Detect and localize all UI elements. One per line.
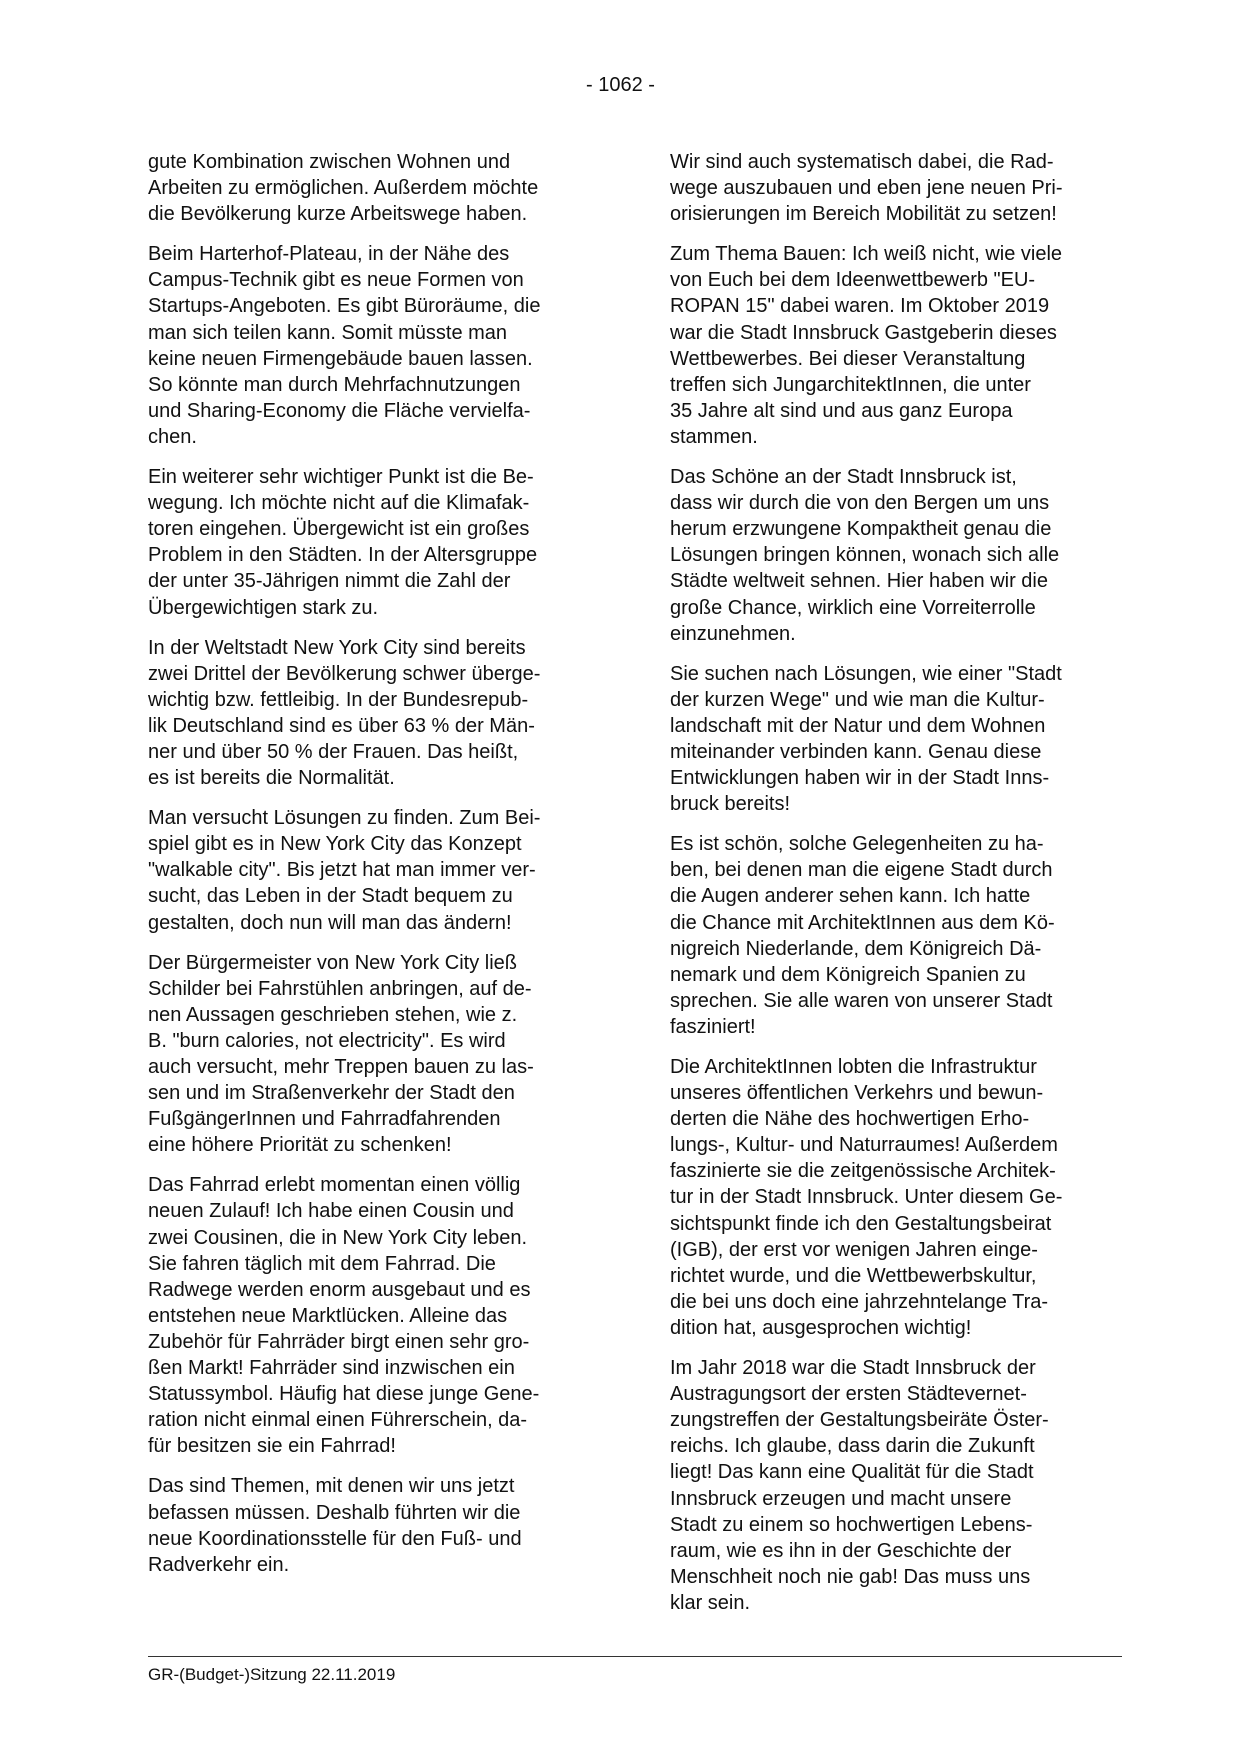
paragraph: In der Weltstadt New York City sind bereits zwei Drittel der Bevölkerung schwer überge- wichtig bzw. fettleibig. In der Bundesrepub- lik Deutschland sind es über 63 % der Män- ner und über 50 % der Frauen. Das heißt, es ist bereits die Normalität. <box>148 636 541 790</box>
paragraph: gute Kombination zwischen Wohnen und Arbeiten zu ermöglichen. Außerdem möchte die Bevölkerung kurze Arbeitswege haben. <box>148 151 539 226</box>
paragraph: Man versucht Lösungen zu finden. Zum Bei- spiel gibt es in New York City das Konzept "walkable city". Bis jetzt hat man immer ver- sucht, das Leben in der Stadt bequem zu gestalten, doch nun will man das ändern! <box>148 807 541 934</box>
paragraph: Im Jahr 2018 war die Stadt Innsbruck der Austragungsort der ersten Städtevernet- zungstreffen der Gestaltungsbeiräte Öster- reichs. Ich glaube, dass darin die Zukunft liegt! Das kann eine Qualität für die Stadt Innsbruck erzeugen und macht unsere Stadt zu einem so hochwertigen Lebens- raum, wie es ihn in der Geschichte der Menschheit noch nie gab! Das muss uns klar sein. <box>670 1357 1049 1614</box>
page-number: - 1062 - <box>586 74 655 96</box>
paragraph: Der Bürgermeister von New York City ließ Schilder bei Fahrstühlen anbringen, auf de- nen Aussagen geschrieben stehen, wie z. B. "burn calories, not electricity". Es wird auch versucht, mehr Treppen bauen zu las- sen und im Straßenverkehr der Stadt den FußgängerInnen und Fahrradfahrenden eine höhere Priorität zu schenken! <box>148 951 534 1157</box>
paragraph: Das sind Themen, mit denen wir uns jetzt befassen müssen. Deshalb führten wir die neue Koordinationsstelle für den Fuß- und Radverkehr ein. <box>148 1475 522 1576</box>
paragraph: Beim Harterhof-Plateau, in der Nähe des Campus-Technik gibt es neue Formen von Startups-Angeboten. Es gibt Büroräume, die man sich teilen kann. Somit müsste man keine neuen Firmengebäude bauen lassen. So könnte man durch Mehrfachnutzungen und Sharing-Economy die Fläche vervielfa- chen. <box>148 243 541 448</box>
left-column <box>148 149 598 1592</box>
paragraph: Wir sind auch systematisch dabei, die Rad- wege auszubauen und eben jene neuen Pri- orisierungen im Bereich Mobilität zu setzen! <box>670 151 1063 226</box>
right-column <box>670 149 1120 1630</box>
paragraph: Das Schöne an der Stadt Innsbruck ist, dass wir durch die von den Bergen um uns herum erzwungene Kompaktheit genau die Lösungen bringen können, wonach sich alle Städte weltweit sehnen. Hier haben wir die große Chance, wirklich eine Vorreiterrolle einzunehmen. <box>670 466 1060 645</box>
paragraph: Es ist schön, solche Gelegenheiten zu ha- ben, bei denen man die eigene Stadt durch die Augen anderer sehen kann. Ich hatte die Chance mit ArchitektInnen aus dem Kö- nigreich Niederlande, dem Königreich Dä- nemark und dem Königreich Spanien zu sprechen. Sie alle waren von unserer Stadt fasziniert! <box>670 833 1055 1038</box>
paragraph: Die ArchitektInnen lobten die Infrastruktur unseres öffentlichen Verkehrs und bewun- derten die Nähe des hochwertigen Erho- lungs-, Kultur- und Naturraumes! Außerdem faszinierte sie die zeitgenössische Architek- tur in der Stadt Innsbruck. Unter diesem Ge- sichtspunkt finde ich den Gestaltungsbeirat (IGB), der erst vor wenigen Jahren einge- richtet wurde, und die Wettbewerbskultur, die bei uns doch eine jahrzehntelange Tra- dition hat, ausgesprochen wichtig! <box>670 1056 1063 1339</box>
paragraph: Ein weiterer sehr wichtiger Punkt ist die Be- wegung. Ich möchte nicht auf die Klimafak- toren eingehen. Übergewicht ist ein großes Problem in den Städten. In der Altersgruppe der unter 35-Jährigen nimmt die Zahl der Übergewichtigen stark zu. <box>148 466 538 619</box>
paragraph: Das Fahrrad erlebt momentan einen völlig neuen Zulauf! Ich habe einen Cousin und zwei Cousinen, die in New York City leben. Sie fahren täglich mit dem Fahrrad. Die Radwege werden enorm ausgebaut und es entstehen neue Marktlücken. Alleine das Zubehör für Fahrräder birgt einen sehr gro- ßen Markt! Fahrräder sind inzwischen ein Statussymbol. Häufig hat diese junge Gene- ration nicht einmal einen Führerschein, da- für besitzen sie ein Fahrrad! <box>148 1174 540 1458</box>
paragraph: Zum Thema Bauen: Ich weiß nicht, wie viele von Euch bei dem Ideenwettbewerb "EU- ROPAN 15" dabei waren. Im Oktober 2019 war die Stadt Innsbruck Gastgeberin dieses Wettbewerbes. Bei dieser Veranstaltung treffen sich JungarchitektInnen, die unter 35 Jahre alt sind und aus ganz Europa stammen. <box>670 243 1063 448</box>
paragraph: Sie suchen nach Lösungen, wie einer "Stadt der kurzen Wege" und wie man die Kultur- landschaft mit der Natur und dem Wohnen miteinander verbinden kann. Genau diese Entwicklungen haben wir in der Stadt Inns- bruck bereits! <box>670 662 1062 816</box>
footer-divider <box>148 1656 1122 1657</box>
footer-session-label: GR-(Budget-)Sitzung 22.11.2019 <box>148 1665 396 1684</box>
